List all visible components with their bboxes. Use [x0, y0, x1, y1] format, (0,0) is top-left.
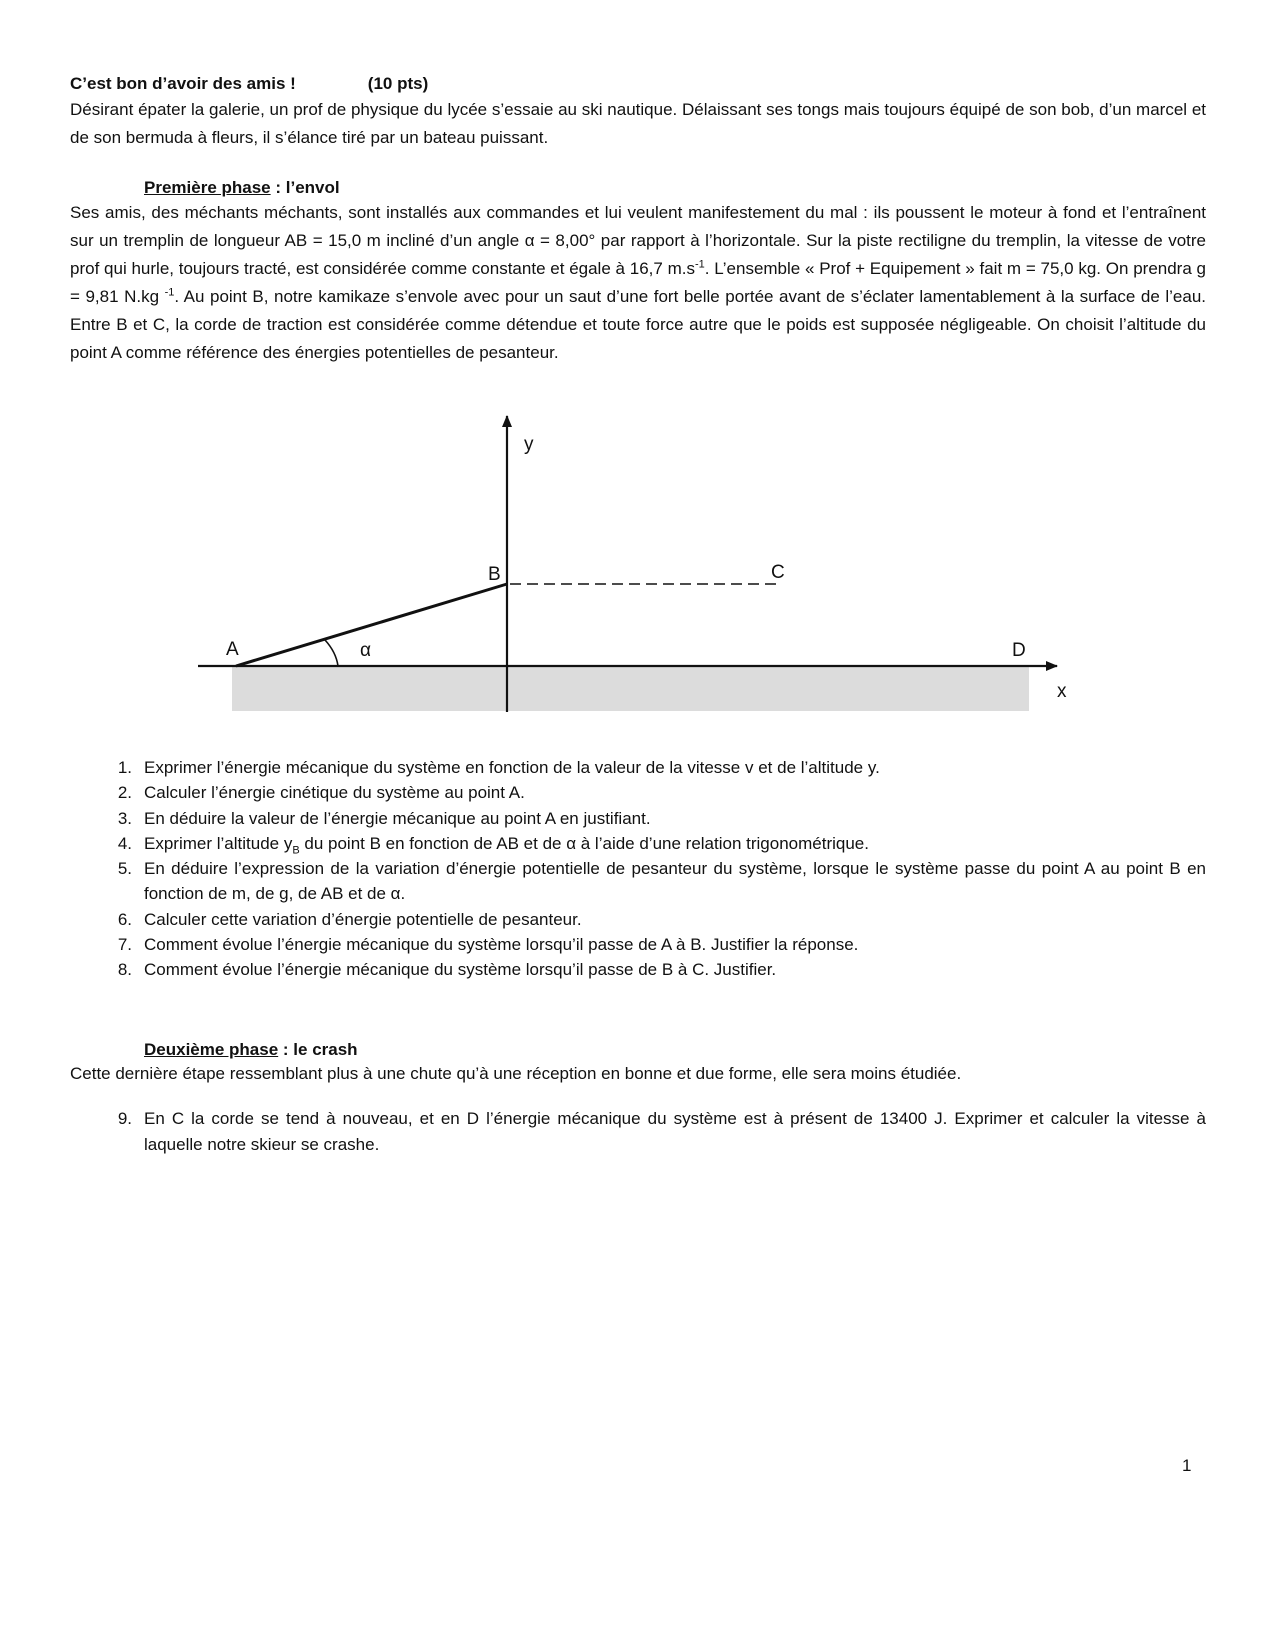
- question-9: [70, 1106, 1206, 1158]
- phase2-sep: :: [278, 1040, 294, 1059]
- phase2-label: Deuxième phase: [144, 1040, 279, 1059]
- label-b: B: [488, 564, 501, 585]
- label-alpha: α: [360, 640, 371, 661]
- question-text: Comment évolue l’énergie mécanique du système lorsqu’il passe de B à C. Justifier.: [144, 960, 777, 980]
- label-d: D: [1012, 640, 1026, 661]
- question-text: Exprimer l’énergie mécanique du système en fonction de la valeur de la vitesse v et de l’altitude y.: [144, 758, 880, 777]
- phase1-sup1: -1: [694, 258, 705, 271]
- question-item: [70, 957, 1206, 982]
- question-item: [70, 780, 1206, 805]
- label-c: C: [771, 562, 785, 583]
- question-number: 2.: [117, 783, 132, 803]
- page-number: 1: [1182, 1456, 1192, 1475]
- water-ground: [232, 667, 1029, 711]
- question-item: [70, 806, 1206, 831]
- subscript-b: B: [292, 844, 300, 857]
- question-text: Comment évolue l’énergie mécanique du système lorsqu’il passe de A à B. Justifier la réponse.: [144, 935, 859, 955]
- ramp-segment-ab: [236, 584, 507, 666]
- label-y: y: [524, 434, 534, 455]
- question-item: [70, 856, 1206, 907]
- title-text: C’est bon d’avoir des amis !: [70, 74, 296, 93]
- intro-paragraph: Désirant épater la galerie, un prof de physique du lycée s’essaie au ski nautique. Délaissant ses tongs mais toujours équipé de son bob, d’un marcel et de son bermuda à fleurs, il s’élance tiré par un bateau puissant.: [70, 100, 1206, 147]
- phase2-paragraph: Cette dernière étape ressemblant plus à une chute qu’à une réception en bonne et due forme, elle sera moins étudiée.: [70, 1064, 962, 1083]
- question-text: En déduire la valeur de l’énergie mécanique au point A en justifiant.: [144, 808, 651, 828]
- question-number: 3.: [117, 808, 132, 828]
- question-item: [70, 932, 1206, 957]
- question-text: Calculer l’énergie cinétique du système au point A.: [144, 783, 525, 803]
- phase2-subtitle: le crash: [293, 1040, 358, 1059]
- phase1-text-b: . L’ensemble « Prof + Equipement » fait m = 75,0 kg. On prendra g = 9,81 N.kg: [70, 259, 1206, 306]
- phase1-text-c: . Au point B, notre kamikaze s’envole avec pour un saut d’une fort belle portée avant de s’éclater lamentablement à la surface de l’eau. Entre B et C, la corde de traction est considérée comme détendue et toute force autre que le poids est supposée négligeable. On choisit l’altitude du point A comme référence des énergies potentielles de pesanteur.: [70, 287, 1207, 362]
- question-number: 8.: [117, 960, 132, 980]
- question-text-b: du point B en fonction de AB et de α à l’aide d’une relation trigonométrique.: [299, 833, 869, 853]
- question-text: En C la corde se tend à nouveau, et en D l’énergie mécanique du système est à présent de 13400 J. Exprimer et calculer la vitesse à laquelle notre skieur se crashe.: [144, 1109, 1206, 1154]
- question-item: [70, 755, 1206, 780]
- phase1-text-a: Ses amis, des méchants méchants, sont installés aux commandes et lui veulent manifestement du mal : ils poussent le moteur à fond et l’entraînent sur un tremplin de longueur AB = 15,0 m incliné d’un angle α = 8,00° par rapport à l’horizontale. Sur la piste rectiligne du tremplin, la vitesse de votre prof qui hurle, toujours tracté, est considérée comme constante et égale à 16,7 m.s: [70, 203, 1206, 278]
- label-a: A: [226, 639, 239, 660]
- points-text: (10 pts): [367, 74, 429, 93]
- question-text: [144, 831, 1206, 856]
- phase1-sup2: -1: [164, 286, 175, 299]
- question-number: 5.: [117, 859, 132, 879]
- question-text-a: Exprimer l’altitude y: [144, 833, 293, 853]
- ramp-diagram: [0, 0, 1275, 740]
- question-item: [70, 907, 1206, 932]
- question-text: Calculer cette variation d’énergie potentielle de pesanteur.: [144, 909, 582, 929]
- question-number: 1.: [117, 758, 132, 777]
- phase1-subtitle: l’envol: [285, 178, 340, 197]
- question-item: [70, 1106, 1206, 1158]
- question-number: 7.: [117, 935, 132, 955]
- phase1-sep: :: [270, 178, 286, 197]
- question-number: 4.: [117, 833, 132, 853]
- label-x: x: [1057, 681, 1067, 702]
- question-item: [70, 831, 1206, 856]
- questions-list: [70, 755, 1206, 983]
- question-number: 6.: [117, 909, 132, 929]
- question-number: 9.: [117, 1109, 132, 1128]
- phase1-label: Première phase: [144, 178, 271, 197]
- angle-arc: [325, 640, 338, 666]
- question-text: En déduire l’expression de la variation d’énergie potentielle de pesanteur du système, lorsque le système passe du point A au point B en fonction de m, de g, de AB et de α.: [144, 859, 1206, 904]
